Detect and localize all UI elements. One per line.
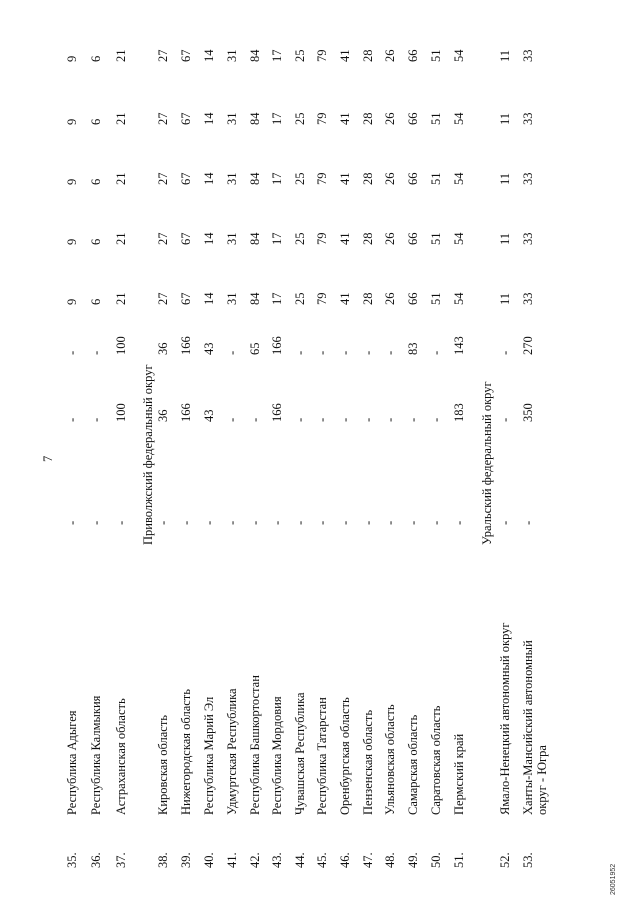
- table-cell: -: [315, 417, 329, 422]
- row-number: 53.: [521, 852, 535, 868]
- table-cell: 21: [114, 292, 128, 305]
- footer-code: 26051952: [610, 863, 617, 895]
- table-cell: 21: [114, 232, 128, 245]
- table-cell: 41: [338, 49, 352, 62]
- table-cell: -: [179, 520, 193, 525]
- row-number: 35.: [65, 852, 79, 868]
- table-cell: 25: [293, 292, 307, 305]
- table-cell: -: [406, 520, 420, 525]
- table-cell: 54: [452, 49, 466, 62]
- table-cell: -: [498, 417, 512, 422]
- table-cell: -: [202, 520, 216, 525]
- table-cell: -: [65, 520, 79, 525]
- table-cell: 28: [361, 49, 375, 62]
- table-cell: -: [114, 520, 128, 525]
- row-number: 38.: [156, 852, 170, 868]
- table-cell: 27: [156, 49, 170, 62]
- region-name: Чувашская Республика: [293, 692, 307, 815]
- table-cell: 84: [248, 292, 262, 305]
- region-name: Республика Мордовия: [270, 696, 284, 815]
- table-cell: -: [248, 520, 262, 525]
- table-cell: 17: [270, 292, 284, 305]
- table-cell: 84: [248, 172, 262, 185]
- table-cell: 26: [383, 49, 397, 62]
- table-cell: 9: [65, 55, 79, 62]
- table-cell: -: [429, 350, 443, 355]
- table-cell: 143: [452, 336, 466, 355]
- table-cell: -: [498, 350, 512, 355]
- table-cell: 25: [293, 49, 307, 62]
- table-cell: 51: [429, 172, 443, 185]
- table-cell: -: [498, 520, 512, 525]
- table-cell: 66: [406, 292, 420, 305]
- table-cell: 6: [89, 238, 103, 245]
- table-cell: -: [361, 350, 375, 355]
- row-number: 36.: [89, 852, 103, 868]
- region-name: Пермский край: [452, 733, 466, 815]
- table-cell: 43: [202, 409, 216, 422]
- table-cell: 6: [89, 178, 103, 185]
- table-cell: -: [406, 417, 420, 422]
- table-cell: 25: [293, 232, 307, 245]
- row-number: 44.: [293, 852, 307, 868]
- row-number: 47.: [361, 852, 375, 868]
- table-cell: 9: [65, 118, 79, 125]
- table-cell: 54: [452, 292, 466, 305]
- table-cell: 41: [338, 112, 352, 125]
- row-number: 40.: [202, 852, 216, 868]
- table-cell: 166: [179, 403, 193, 422]
- region-name: Оренбургская область: [338, 697, 352, 815]
- row-number: 46.: [338, 852, 352, 868]
- region-name: Республика Башкортостан: [248, 675, 262, 815]
- table-cell: 66: [406, 232, 420, 245]
- section-header: Приволжский федеральный округ: [141, 364, 155, 545]
- region-name: Саратовская область: [429, 705, 443, 815]
- table-cell: 11: [498, 49, 512, 62]
- table-cell: 31: [225, 49, 239, 62]
- region-name: Республика Марий Эл: [202, 696, 216, 815]
- region-name: Республика Калмыкия: [89, 695, 103, 815]
- table-cell: 27: [156, 292, 170, 305]
- table-cell: 27: [156, 112, 170, 125]
- table-cell: -: [361, 417, 375, 422]
- table-cell: -: [89, 350, 103, 355]
- region-name: Нижегородская область: [179, 689, 193, 815]
- table-cell: 43: [202, 342, 216, 355]
- table-cell: 79: [315, 232, 329, 245]
- table-cell: 14: [202, 49, 216, 62]
- table-cell: 17: [270, 112, 284, 125]
- table-cell: -: [452, 520, 466, 525]
- table-cell: -: [429, 520, 443, 525]
- table-cell: 26: [383, 232, 397, 245]
- table-cell: 100: [114, 336, 128, 355]
- row-number: 42.: [248, 852, 262, 868]
- table-cell: -: [429, 417, 443, 422]
- table-cell: 79: [315, 292, 329, 305]
- region-name: Пензенская область: [361, 709, 375, 815]
- table-cell: 67: [179, 292, 193, 305]
- table-cell: 36: [156, 409, 170, 422]
- table-cell: -: [89, 520, 103, 525]
- table-cell: 21: [114, 49, 128, 62]
- row-number: 52.: [498, 852, 512, 868]
- table-cell: 9: [65, 178, 79, 185]
- table-cell: -: [225, 417, 239, 422]
- table-cell: -: [361, 520, 375, 525]
- table-cell: -: [521, 520, 535, 525]
- table-cell: 67: [179, 112, 193, 125]
- table-cell: 14: [202, 172, 216, 185]
- table-cell: 166: [179, 336, 193, 355]
- table-cell: 33: [521, 49, 535, 62]
- region-name: Удмуртская Республика: [225, 688, 239, 815]
- table-cell: 31: [225, 172, 239, 185]
- table-cell: 31: [225, 232, 239, 245]
- table-cell: 100: [114, 403, 128, 422]
- table-cell: 25: [293, 172, 307, 185]
- table-cell: -: [293, 417, 307, 422]
- table-cell: -: [89, 417, 103, 422]
- table-cell: 31: [225, 112, 239, 125]
- table-cell: 51: [429, 49, 443, 62]
- table-cell: 83: [406, 342, 420, 355]
- table-cell: 54: [452, 112, 466, 125]
- page-number: 7: [41, 455, 55, 462]
- table-cell: -: [338, 417, 352, 422]
- table-cell: -: [65, 350, 79, 355]
- table-cell: 51: [429, 112, 443, 125]
- table-cell: 31: [225, 292, 239, 305]
- table-cell: -: [315, 520, 329, 525]
- table-cell: -: [338, 350, 352, 355]
- table-cell: 65: [248, 342, 262, 355]
- table-cell: 79: [315, 49, 329, 62]
- row-number: 43.: [270, 852, 284, 868]
- region-name: Ханты-Мансийский автономный: [521, 640, 535, 815]
- table-cell: -: [225, 350, 239, 355]
- table-cell: 6: [89, 118, 103, 125]
- table-cell: 66: [406, 49, 420, 62]
- table-cell: -: [65, 417, 79, 422]
- table-cell: -: [315, 350, 329, 355]
- table-cell: -: [338, 520, 352, 525]
- table-cell: 11: [498, 292, 512, 305]
- table-cell: 26: [383, 292, 397, 305]
- table-cell: 33: [521, 292, 535, 305]
- region-name: Кировская область: [156, 714, 170, 815]
- table-cell: 27: [156, 172, 170, 185]
- table-cell: 28: [361, 292, 375, 305]
- table-cell: 27: [156, 232, 170, 245]
- row-number: 50.: [429, 852, 443, 868]
- table-cell: 11: [498, 172, 512, 185]
- table-cell: 84: [248, 49, 262, 62]
- table-cell: -: [383, 520, 397, 525]
- table-cell: 14: [202, 292, 216, 305]
- table-cell: -: [293, 520, 307, 525]
- table-cell: 26: [383, 172, 397, 185]
- table-cell: 270: [521, 336, 535, 355]
- table-cell: 28: [361, 232, 375, 245]
- table-cell: 6: [89, 55, 103, 62]
- table-cell: -: [156, 520, 170, 525]
- region-name: Республика Адыгея: [65, 710, 79, 815]
- table-cell: 14: [202, 232, 216, 245]
- table-cell: 183: [452, 403, 466, 422]
- table-cell: 41: [338, 172, 352, 185]
- table-cell: 67: [179, 49, 193, 62]
- table-cell: 79: [315, 112, 329, 125]
- row-number: 37.: [114, 852, 128, 868]
- table-cell: -: [383, 350, 397, 355]
- table-cell: 79: [315, 172, 329, 185]
- table-cell: -: [270, 520, 284, 525]
- row-number: 39.: [179, 852, 193, 868]
- section-header: Уральский федеральный округ: [480, 381, 494, 545]
- table-cell: 28: [361, 172, 375, 185]
- table-cell: 21: [114, 112, 128, 125]
- region-name: Астраханская область: [114, 698, 128, 815]
- table-cell: 28: [361, 112, 375, 125]
- region-name: Ульяновская область: [383, 704, 397, 815]
- table-cell: 17: [270, 232, 284, 245]
- row-number: 49.: [406, 852, 420, 868]
- table-cell: -: [248, 417, 262, 422]
- table-cell: 54: [452, 172, 466, 185]
- table-cell: 33: [521, 172, 535, 185]
- table-cell: 67: [179, 232, 193, 245]
- region-name: Республика Татарстан: [315, 697, 329, 815]
- table-cell: 11: [498, 112, 512, 125]
- table-cell: 41: [338, 232, 352, 245]
- table-cell: 166: [270, 403, 284, 422]
- row-number: 51.: [452, 852, 466, 868]
- table-cell: 21: [114, 172, 128, 185]
- row-number: 48.: [383, 852, 397, 868]
- table-cell: 350: [521, 403, 535, 422]
- table-cell: -: [383, 417, 397, 422]
- table-cell: 66: [406, 112, 420, 125]
- region-name: Ямало-Ненецкий автономный округ: [498, 622, 512, 815]
- region-name: округ - Югра: [535, 745, 549, 815]
- table-cell: -: [293, 350, 307, 355]
- row-number: 45.: [315, 852, 329, 868]
- table-cell: -: [225, 520, 239, 525]
- table-cell: 84: [248, 112, 262, 125]
- table-cell: 9: [65, 238, 79, 245]
- row-number: 41.: [225, 852, 239, 868]
- table-cell: 25: [293, 112, 307, 125]
- table-cell: 11: [498, 232, 512, 245]
- table-cell: 66: [406, 172, 420, 185]
- table-cell: 14: [202, 112, 216, 125]
- table-cell: 33: [521, 112, 535, 125]
- table-cell: 6: [89, 298, 103, 305]
- table-cell: 166: [270, 336, 284, 355]
- table-cell: 33: [521, 232, 535, 245]
- table-cell: 17: [270, 172, 284, 185]
- table-cell: 84: [248, 232, 262, 245]
- table-cell: 51: [429, 232, 443, 245]
- table-cell: 67: [179, 172, 193, 185]
- table-cell: 51: [429, 292, 443, 305]
- table-cell: 36: [156, 342, 170, 355]
- table-cell: 17: [270, 49, 284, 62]
- table-cell: 9: [65, 298, 79, 305]
- table-cell: 54: [452, 232, 466, 245]
- table-cell: 26: [383, 112, 397, 125]
- table-cell: 41: [338, 292, 352, 305]
- region-name: Самарская область: [406, 714, 420, 815]
